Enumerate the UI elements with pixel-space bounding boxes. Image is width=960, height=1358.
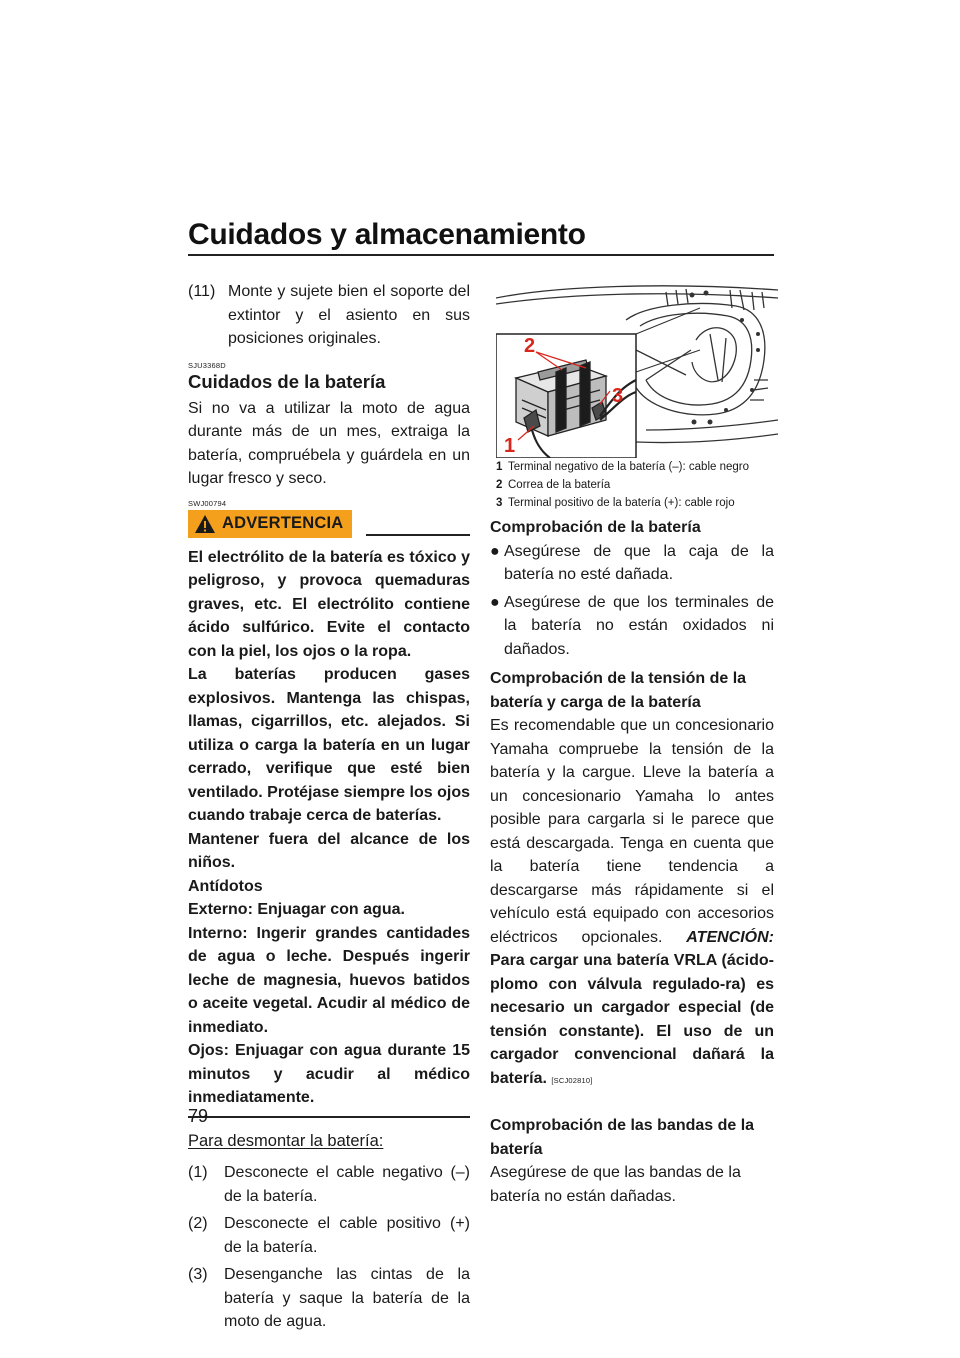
removal-step <box>188 1212 470 1259</box>
bullet-text: Asegúrese de que los terminales de la batería no están oxidados ni dañados. <box>504 593 774 658</box>
bullet-item <box>490 591 774 662</box>
warning-line: Externo: Enjuagar con agua. <box>188 901 405 918</box>
check-title: Comprobación de la batería <box>490 519 701 536</box>
warning-line: El electrólito de la batería es tóxico y peligroso, y provoca quemaduras graves, etc. El electrólito contiene ácido sulfúrico. Evite el contacto con la piel, los ojos o la ropa. <box>188 548 470 660</box>
warning-label: ADVERTENCIA <box>222 513 344 532</box>
step-text: Desconecte el cable positivo (+) de la batería. <box>224 1215 470 1256</box>
notice-code: [SCJ02810] <box>551 1075 593 1085</box>
warning-header <box>188 510 470 538</box>
warning-line: Interno: Ingerir grandes cantidades de agua o leche. Después ingerir leche de magnesia, huevos batidos o aceite vegetal. Acudir al médico de inmediato. <box>188 924 470 1036</box>
battery-illustration <box>496 280 778 458</box>
removal-step <box>188 1161 470 1208</box>
bands-title: Comprobación de las bandas de la batería <box>490 1117 755 1158</box>
step-number: (1) <box>188 1164 208 1181</box>
bullet-dot: ● <box>490 593 500 611</box>
figure-label: 1 <box>504 435 516 457</box>
warning-rule <box>366 534 470 536</box>
figure-label: 3 <box>612 385 624 407</box>
warning-code: SWJ00794 <box>188 498 227 508</box>
voltage-text: Es recomendable que un concesionario Yamaha compruebe la tensión de la batería y la cargue. Lleve la batería a un concesionario Yamaha lo antes posible para cargarla si le parece que está descargada. Tenga en cuenta que la batería tiene tendencia a descargarse más rápidamente si el vehículo está equipado con accesorios eléctricos opcionales. <box>490 717 774 946</box>
warning-badge <box>188 510 352 538</box>
caption-item <box>496 478 774 492</box>
warning-line: Antídotos <box>188 877 263 895</box>
step-text: Monte y sujete bien el soporte del extintor y el asiento en sus posiciones originales. <box>228 283 470 347</box>
bullet-text: Asegúrese de que la caja de la batería no esté dañada. <box>504 542 774 583</box>
step-number: (2) <box>188 1215 208 1232</box>
caption-text: Terminal negativo de la batería (–): cable negro <box>508 461 750 473</box>
header-rule <box>188 254 774 256</box>
caption-number: 1 <box>496 461 503 473</box>
figure-label: 2 <box>524 335 536 357</box>
warning-body <box>188 546 470 1110</box>
removal-title: Para desmontar la batería: <box>188 1131 384 1150</box>
caption-text: Correa de la batería <box>508 479 611 491</box>
caption-item <box>496 460 774 474</box>
step-number: (3) <box>188 1266 208 1283</box>
step-item <box>188 280 470 351</box>
step-text: Desconecte el cable negativo (–) de la batería. <box>224 1164 470 1205</box>
figure-caption <box>496 460 774 510</box>
bullet-dot: ● <box>490 542 500 560</box>
notice-label: ATENCIÓN: <box>686 928 774 946</box>
caption-number: 3 <box>496 497 503 509</box>
battery-figure <box>496 280 778 458</box>
section-title: Cuidados de la batería <box>188 370 386 392</box>
warning-triangle-icon <box>194 514 216 534</box>
section-code: SJU3368D <box>188 360 226 370</box>
caption-number: 2 <box>496 479 503 491</box>
page-title: Cuidados y almacenamiento <box>188 218 586 251</box>
step-text: Desenganche las cintas de la batería y saque la batería de la moto de agua. <box>224 1266 470 1330</box>
bullet-item <box>490 540 774 587</box>
warning-line: Ojos: Enjuagar con agua durante 15 minutos y acudir al médico inmediatamente. <box>188 1042 470 1106</box>
warning-end-rule <box>188 1116 470 1118</box>
notice-text: Para cargar una batería VRLA (ácido-plomo con válvula regulado-ra) es necesario un cargador especial (de tensión constante). El uso de un cargador convencional dañará la batería. <box>490 952 774 1087</box>
voltage-title: Comprobación de la tensión de la batería y carga de la batería <box>490 670 747 711</box>
intro-paragraph: Si no va a utilizar la moto de agua durante más de un mes, extraiga la batería, compruébela y guárdela en un lugar fresco y seco. <box>188 399 470 487</box>
page-number: 79 <box>188 1106 209 1126</box>
caption-text: Terminal positivo de la batería (+): cable rojo <box>508 497 735 509</box>
caption-item <box>496 496 774 510</box>
removal-step <box>188 1263 470 1334</box>
step-number: (11) <box>188 283 216 300</box>
right-column <box>490 280 774 1212</box>
warning-line: La baterías producen gases explosivos. Mantenga las chispas, llamas, cigarrillos, etc. alejados. Si utiliza o carga la batería en un lugar cerrado, verifique que esté bien ventilado. Protéjase siempre los ojos cuando trabaje cerca de baterías. <box>188 666 470 824</box>
voltage-paragraph <box>490 714 774 1092</box>
warning-line: Mantener fuera del alcance de los niños. <box>188 830 470 871</box>
left-column <box>188 280 470 1338</box>
bands-text: Asegúrese de que las bandas de la batería no están dañadas. <box>490 1164 741 1205</box>
